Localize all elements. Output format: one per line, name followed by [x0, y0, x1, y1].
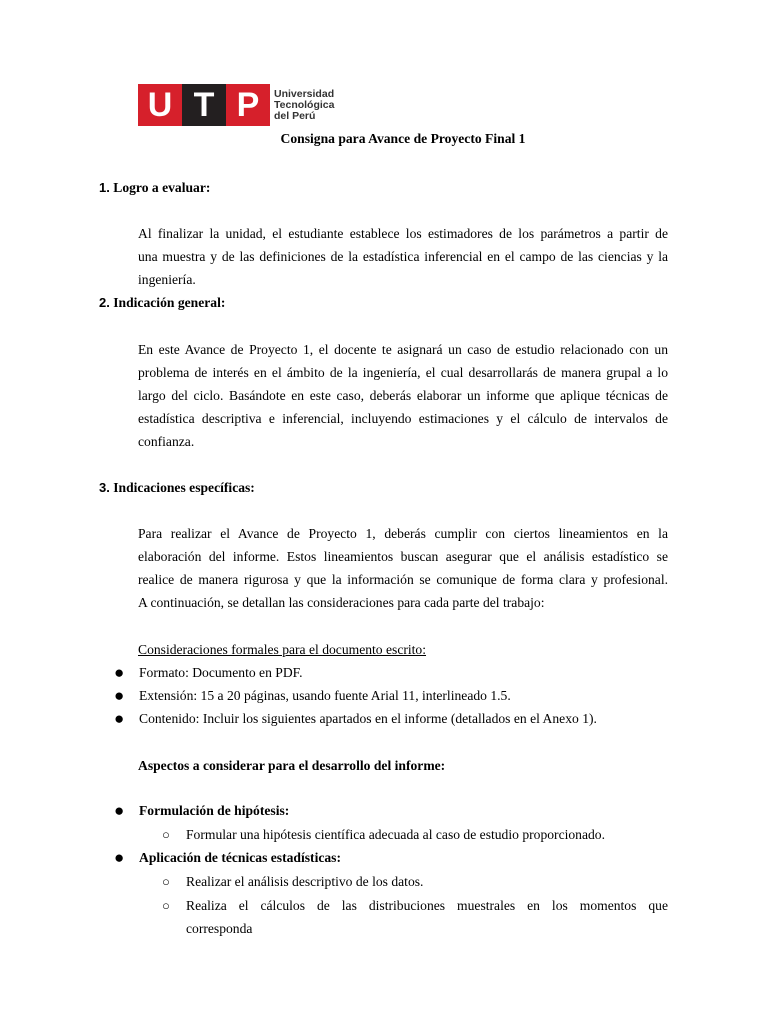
formal-item-format: Formato: Documento en PDF. [139, 665, 303, 680]
bullet-icon: ● [114, 848, 125, 867]
circle-bullet-icon: ○ [162, 898, 170, 913]
section-1-heading [99, 176, 210, 199]
logo-text-line: del Perú [274, 109, 316, 122]
paragraph-line: estadística descriptiva e inferencial, incluyendo estimaciones y el cálculo de intervalos de [138, 411, 668, 426]
document-title: Consigna para Avance de Proyecto Final 1 [280, 131, 526, 146]
formal-heading-text: Consideraciones formales para el documento escrito: [138, 642, 427, 657]
section-heading-text: Indicaciones específicas: [113, 480, 255, 495]
formal-considerations-heading [138, 638, 426, 661]
circle-bullet-icon: ○ [162, 827, 170, 842]
section-2-heading [99, 291, 225, 314]
logo-letter-u: U [138, 84, 182, 126]
paragraph-line: Al finalizar la unidad, el estudiante establece los estimadores de los parámetros a partir de [138, 226, 668, 241]
paragraph-line: corresponda [186, 921, 253, 936]
formal-item-content: Contenido: Incluir los siguientes apartados en el informe (detallados en el Anexo 1). [139, 711, 597, 726]
section-heading-text: Logro a evaluar: [113, 180, 211, 195]
logo-wordmark [274, 89, 334, 122]
paragraph-line: largo del ciclo. Basándote en este caso, deberás elaborar un informe que aplique técnicas de [138, 388, 668, 403]
paragraph-line: Para realizar el Avance de Proyecto 1, deberás cumplir con ciertos lineamientos en la [138, 526, 668, 541]
aspect-item: Realizar el análisis descriptivo de los datos. [186, 874, 424, 889]
aspect-item [186, 894, 668, 940]
paragraph-line: realice de manera rigurosa y que la información se comunique de forma clara y profesional. [138, 572, 668, 587]
circle-bullet-icon: ○ [162, 874, 170, 889]
bullet-icon: ● [114, 686, 125, 705]
utp-logo [138, 84, 334, 126]
paragraph-line: ingeniería. [138, 272, 196, 287]
aspects-heading: Aspectos a considerar para el desarrollo del informe: [138, 758, 446, 773]
paragraph-line: una muestra y de las definiciones de la estadística inferencial en el campo de las ciencias y la [138, 249, 668, 264]
paragraph-line: problema de interés en el ámbito de la ingeniería, el cual desarrollarás de manera grupal a lo [138, 365, 668, 380]
section-heading-text: Indicación general: [113, 295, 226, 310]
aspect-group-title: Aplicación de técnicas estadísticas: [139, 850, 341, 865]
logo-letter-t: T [182, 84, 226, 126]
section-3-paragraph [138, 522, 668, 614]
paragraph-line: elaboración del informe. Estos lineamientos buscan asegurar que el análisis estadístico se [138, 549, 668, 564]
section-number: 3. [99, 480, 110, 495]
bullet-icon: ● [114, 801, 125, 820]
paragraph-line: En este Avance de Proyecto 1, el docente te asignará un caso de estudio relacionado con un [138, 342, 668, 357]
aspect-group-title: Formulación de hipótesis: [139, 803, 290, 818]
formal-item-extension: Extensión: 15 a 20 páginas, usando fuente Arial 11, interlineado 1.5. [139, 688, 511, 703]
aspect-item: Formular una hipótesis científica adecuada al caso de estudio proporcionado. [186, 827, 605, 842]
section-number: 2. [99, 295, 110, 310]
section-2-paragraph [138, 338, 668, 453]
section-number: 1. [99, 180, 110, 195]
logo-letter-p: P [226, 84, 270, 126]
paragraph-line: A continuación, se detallan las consideraciones para cada parte del trabajo: [138, 595, 545, 610]
paragraph-line: Realiza el cálculos de las distribuciones muestrales en los momentos que [186, 898, 668, 913]
logo-text-line: Tecnológica [274, 98, 335, 111]
bullet-icon: ● [114, 709, 125, 728]
logo-text-line: Universidad [274, 87, 335, 100]
logo-mark [138, 84, 270, 126]
bullet-icon: ● [114, 663, 125, 682]
section-3-heading [99, 476, 255, 499]
section-1-paragraph [138, 222, 668, 291]
paragraph-line: confianza. [138, 434, 195, 449]
